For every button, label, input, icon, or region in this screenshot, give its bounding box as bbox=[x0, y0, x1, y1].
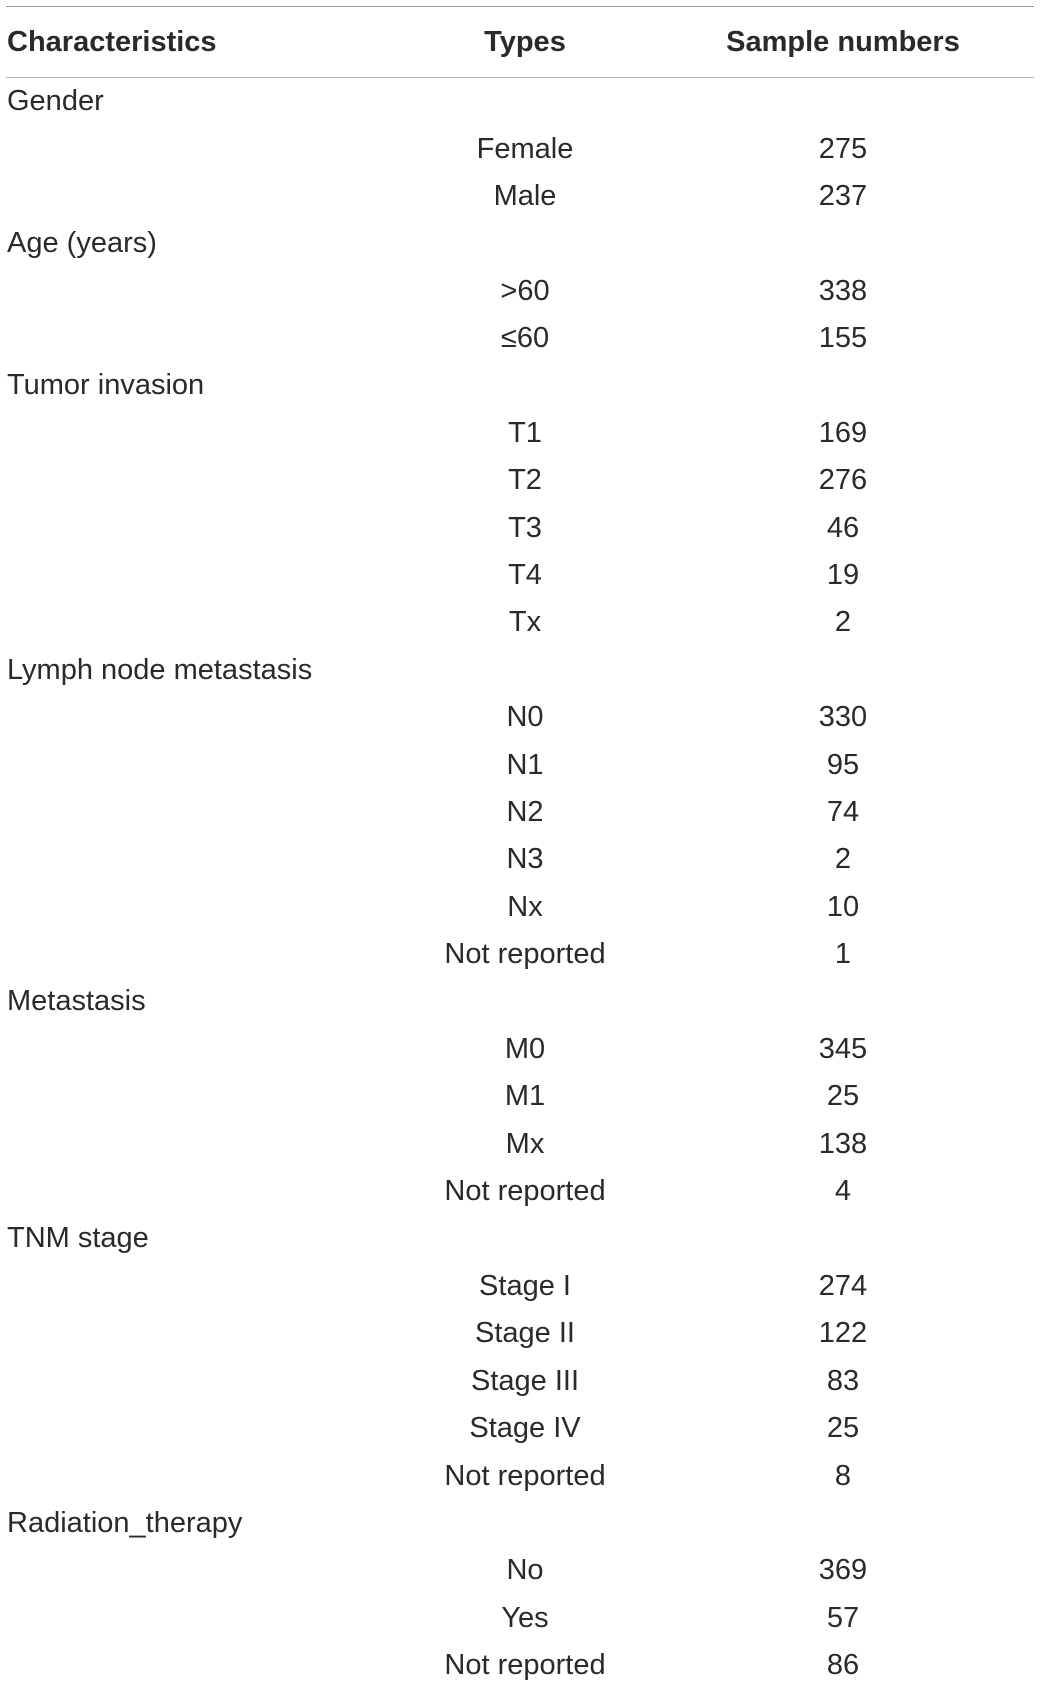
table-row bbox=[6, 1121, 1034, 1168]
type-cell: T4 bbox=[508, 559, 542, 592]
group-title: TNM stage bbox=[7, 1222, 149, 1255]
sample-number-cell: 74 bbox=[826, 796, 860, 829]
sample-number-cell: 95 bbox=[826, 748, 860, 781]
table-row bbox=[6, 1452, 1034, 1499]
table-row bbox=[6, 836, 1034, 883]
type-cell: Stage I bbox=[479, 1269, 571, 1302]
table-row bbox=[6, 505, 1034, 552]
sample-number-cell: 46 bbox=[826, 511, 860, 544]
table-row bbox=[6, 173, 1034, 220]
type-cell: >60 bbox=[500, 274, 550, 307]
type-cell: T2 bbox=[508, 464, 542, 497]
sample-number-cell: 83 bbox=[826, 1364, 860, 1397]
table-row bbox=[6, 1026, 1034, 1073]
type-cell: Female bbox=[476, 132, 574, 165]
table-row bbox=[6, 552, 1034, 599]
group-title: Metastasis bbox=[7, 985, 146, 1018]
type-cell: Not reported bbox=[444, 1459, 606, 1492]
table-row bbox=[6, 457, 1034, 504]
type-cell: Stage III bbox=[470, 1364, 579, 1397]
table-row bbox=[6, 1263, 1034, 1310]
table-row bbox=[6, 884, 1034, 931]
type-cell: Male bbox=[493, 179, 557, 212]
sample-number-cell: 2 bbox=[834, 606, 852, 639]
type-cell: Stage IV bbox=[469, 1412, 581, 1445]
type-cell: N3 bbox=[506, 843, 544, 876]
sample-number-cell: 138 bbox=[818, 1127, 868, 1160]
type-cell: No bbox=[506, 1554, 544, 1587]
type-cell: N2 bbox=[506, 796, 544, 829]
type-cell: M0 bbox=[504, 1033, 546, 1065]
group-title: Tumor invasion bbox=[7, 369, 205, 402]
table-row bbox=[6, 1405, 1034, 1452]
sample-number-cell: 57 bbox=[826, 1601, 860, 1634]
sample-number-cell: 122 bbox=[818, 1317, 868, 1350]
table-body bbox=[6, 78, 1034, 1689]
sample-number-cell: 8 bbox=[834, 1459, 852, 1492]
type-cell: Not reported bbox=[444, 1175, 606, 1208]
table-row bbox=[6, 1168, 1034, 1215]
sample-number-cell: 330 bbox=[818, 701, 868, 734]
table-row bbox=[6, 410, 1034, 457]
sample-number-cell: 338 bbox=[818, 274, 868, 307]
type-cell: Yes bbox=[501, 1601, 549, 1634]
type-cell: Nx bbox=[507, 890, 543, 923]
sample-number-cell: 345 bbox=[818, 1033, 868, 1065]
table-row bbox=[6, 1310, 1034, 1357]
type-cell: Tx bbox=[508, 606, 542, 639]
table-row bbox=[6, 931, 1034, 978]
table-row bbox=[6, 268, 1034, 315]
table-row bbox=[6, 599, 1034, 646]
type-cell: Not reported bbox=[444, 938, 606, 971]
type-cell: Mx bbox=[505, 1127, 545, 1160]
sample-number-cell: 4 bbox=[834, 1175, 852, 1208]
sample-number-cell: 86 bbox=[826, 1649, 860, 1682]
table-row bbox=[6, 1073, 1034, 1120]
type-cell: Not reported bbox=[444, 1649, 606, 1682]
sample-number-cell: 276 bbox=[818, 464, 868, 497]
sample-number-cell: 237 bbox=[818, 179, 868, 212]
type-cell: N1 bbox=[506, 748, 544, 781]
sample-number-cell: 25 bbox=[826, 1412, 860, 1445]
sample-number-cell: 275 bbox=[818, 132, 868, 165]
table-row bbox=[6, 1358, 1034, 1405]
sample-number-cell: 1 bbox=[834, 938, 852, 971]
sample-number-cell: 25 bbox=[826, 1080, 860, 1113]
sample-number-cell: 169 bbox=[818, 416, 868, 449]
sample-number-cell: 2 bbox=[834, 843, 852, 876]
table-row bbox=[6, 1595, 1034, 1642]
group-title: Lymph node metastasis bbox=[7, 653, 313, 686]
sample-number-cell: 155 bbox=[818, 322, 868, 355]
table-row bbox=[6, 741, 1034, 788]
table-row bbox=[6, 1642, 1034, 1689]
table-row bbox=[6, 789, 1034, 836]
type-cell: T3 bbox=[508, 511, 542, 544]
characteristics-table bbox=[6, 6, 1034, 1689]
header-characteristics: Characteristics bbox=[7, 25, 217, 58]
header-types: Types bbox=[484, 25, 566, 58]
sample-number-cell: 19 bbox=[826, 559, 860, 592]
group-title: Radiation_therapy bbox=[7, 1506, 243, 1539]
type-cell: N0 bbox=[506, 701, 544, 734]
sample-number-cell: 369 bbox=[818, 1554, 868, 1587]
type-cell: ≤60 bbox=[500, 322, 550, 355]
table-header bbox=[6, 7, 1034, 78]
type-cell: Stage II bbox=[475, 1317, 575, 1350]
table-row bbox=[6, 315, 1034, 362]
table-row bbox=[6, 694, 1034, 741]
sample-number-cell: 274 bbox=[818, 1269, 868, 1302]
table-row bbox=[6, 1547, 1034, 1594]
table-row bbox=[6, 125, 1034, 172]
type-cell: M1 bbox=[504, 1080, 546, 1113]
type-cell: T1 bbox=[508, 416, 542, 449]
header-sample-numbers: Sample numbers bbox=[726, 25, 960, 58]
sample-number-cell: 10 bbox=[826, 890, 860, 923]
group-title: Age (years) bbox=[7, 227, 157, 260]
group-title: Gender bbox=[7, 85, 104, 117]
